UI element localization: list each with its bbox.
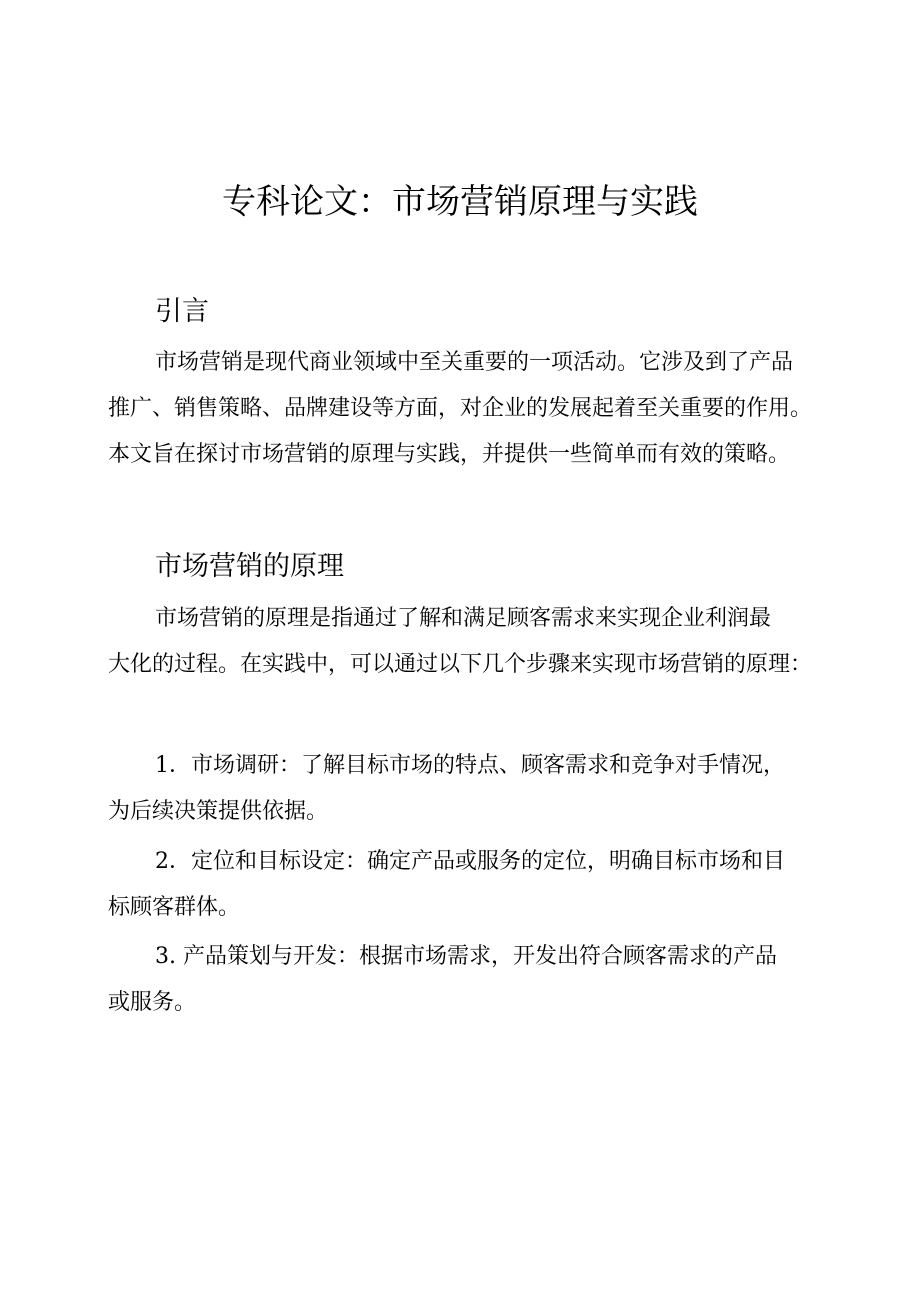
paragraph-line: 市场营销是现代商业领域中至关重要的一项活动。它涉及到了产品 <box>155 350 794 375</box>
paragraph-line: 本文旨在探讨市场营销的原理与实践，并提供一些简单而有效的策略。 <box>108 442 791 467</box>
list-item-line: 或服务。 <box>108 990 197 1015</box>
document-title: 专科论文：市场营销原理与实践 <box>222 182 698 222</box>
list-item-positioning <box>108 839 828 931</box>
introduction-paragraph <box>108 340 828 478</box>
list-item-line: 标顾客群体。 <box>108 895 241 920</box>
paragraph-line: 大化的过程。在实践中，可以通过以下几个步骤来实现市场营销的原理： <box>108 652 813 677</box>
paragraph-line: 推广、销售策略、品牌建设等方面，对企业的发展起着至关重要的作用。 <box>108 396 813 421</box>
list-item-line: 为后续决策提供依据。 <box>108 799 329 824</box>
list-item-line: 3. 产品策划与开发：根据市场需求，开发出符合顾客需求的产品 <box>155 944 777 969</box>
list-item-line: 2．定位和目标设定：确定产品或服务的定位，明确目标市场和目 <box>155 849 785 874</box>
section-heading-introduction: 引言 <box>155 296 209 327</box>
principles-paragraph <box>108 596 828 688</box>
paragraph-line: 市场营销的原理是指通过了解和满足顾客需求来实现企业利润最 <box>155 606 772 631</box>
list-item-product-planning <box>108 934 828 1026</box>
list-item-market-research <box>108 743 828 835</box>
section-heading-principles: 市场营销的原理 <box>155 551 344 582</box>
list-item-line: 1．市场调研：了解目标市场的特点、顾客需求和竞争对手情况， <box>155 753 785 778</box>
